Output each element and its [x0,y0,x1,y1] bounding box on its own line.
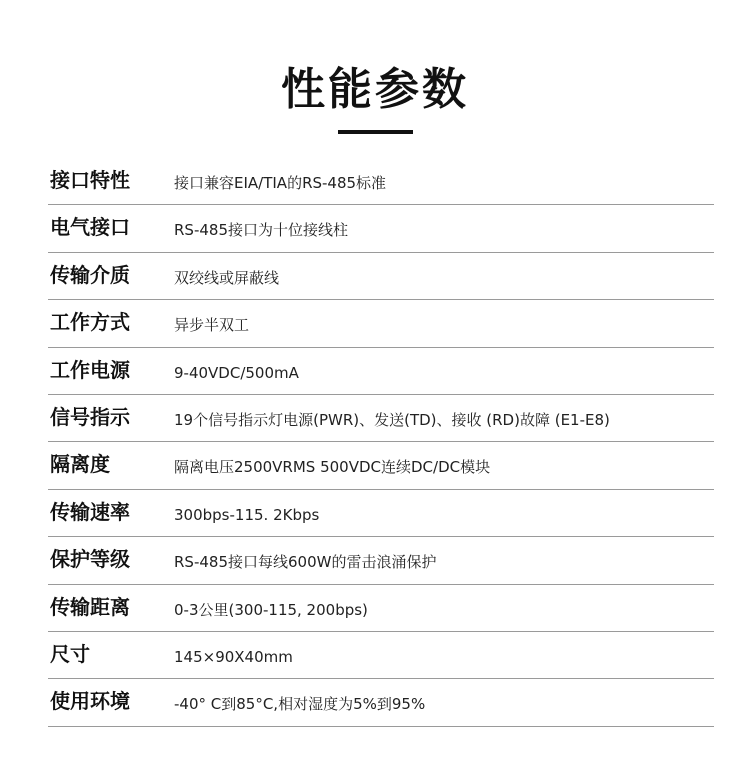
spec-row-distance [48,585,714,632]
spec-value: -40° C到85°C,相对湿度为5%到95% [174,695,426,714]
spec-row-indicators [48,395,714,442]
spec-row-medium [48,253,714,300]
spec-row-isolation [48,442,714,489]
spec-label: 电气接口 [50,215,130,240]
spec-row-rate [48,490,714,537]
spec-label: 隔离度 [50,452,110,477]
title-underline [338,130,413,134]
spec-label: 传输速率 [50,499,130,524]
spec-label: 传输介质 [50,262,130,287]
spec-label: 使用环境 [50,689,130,714]
spec-row-mode [48,300,714,347]
spec-label: 工作电源 [50,357,130,382]
spec-value: 0-3公里(300-115, 200bps) [174,600,368,619]
spec-label: 尺寸 [50,641,90,666]
page-title: 性能参数 [281,64,469,115]
spec-value: RS-485接口为十位接线柱 [174,221,348,240]
spec-row-size [48,632,714,679]
spec-value: 隔离电压2500VRMS 500VDC连续DC/DC模块 [174,458,491,477]
spec-row-power [48,348,714,395]
spec-row-electrical [48,205,714,252]
spec-table [48,158,714,727]
spec-row-interface [48,158,714,205]
spec-value: 异步半双工 [174,316,250,335]
spec-value: 接口兼容EIA/TIA的RS-485标准 [174,174,387,192]
spec-value: 双绞线或屏蔽线 [174,268,280,287]
spec-label: 传输距离 [50,594,130,619]
spec-row-protection [48,537,714,584]
spec-value: 300bps-115. 2Kbps [174,505,320,524]
spec-label: 接口特性 [50,168,130,192]
spec-value: RS-485接口每线600W的雷击浪涌保护 [174,553,437,572]
spec-value: 145×90X40mm [174,647,293,666]
spec-label: 工作方式 [50,310,130,335]
spec-value: 9-40VDC/500mA [174,363,299,382]
spec-value: 19个信号指示灯电源(PWR)、发送(TD)、接收 (RD)故障 (E1-E8) [174,410,610,429]
spec-label: 信号指示 [50,404,130,429]
spec-row-environment [48,679,714,726]
spec-label: 保护等级 [50,547,130,572]
